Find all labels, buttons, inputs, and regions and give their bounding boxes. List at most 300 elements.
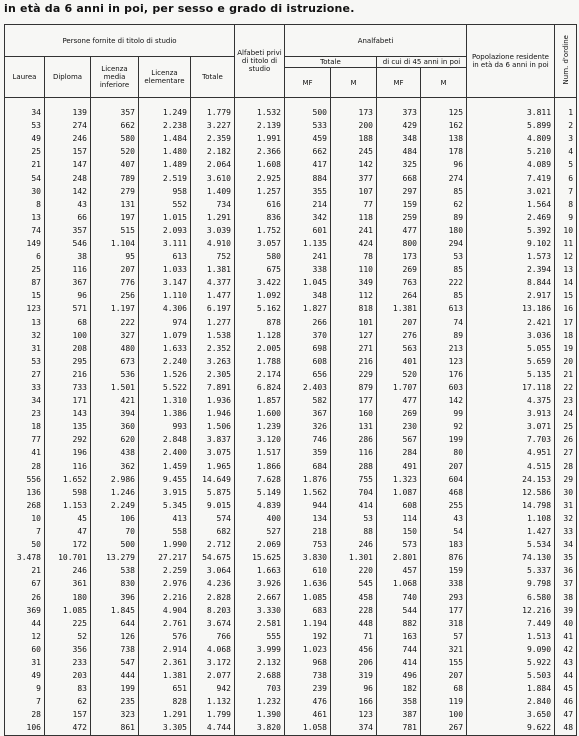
table-cell: 32 (555, 512, 577, 525)
table-row (5, 708, 577, 721)
table-cell: 10.701 (45, 551, 91, 564)
table-cell: 29 (555, 473, 577, 486)
table-cell: 5.659 (467, 355, 555, 368)
table-cell: 5.149 (235, 486, 285, 499)
table-cell: 342 (285, 211, 331, 224)
table-cell: 74.130 (467, 551, 555, 564)
table-cell: 2.667 (235, 590, 285, 603)
table-cell: 21 (5, 158, 45, 171)
table-cell: 35 (555, 551, 577, 564)
table-cell: 3.811 (467, 98, 555, 120)
header-licenza-elementare: Licenza elementare (139, 57, 191, 98)
table-cell: 112 (331, 289, 377, 302)
table-cell: 457 (377, 564, 421, 577)
table-cell: 861 (91, 721, 139, 735)
table-cell: 3 (555, 132, 577, 145)
table-cell: 26 (5, 590, 45, 603)
table-cell: 21 (555, 368, 577, 381)
table-cell: 2.400 (139, 446, 191, 459)
table-cell: 230 (377, 420, 421, 433)
table-cell: 1.381 (191, 263, 235, 276)
table-row (5, 433, 577, 446)
table-cell: 34 (555, 538, 577, 551)
table-cell: 538 (91, 564, 139, 577)
table-cell: 8 (555, 198, 577, 211)
table-cell: 800 (377, 237, 421, 250)
table-cell: 37 (555, 577, 577, 590)
table-cell: 3.036 (467, 329, 555, 342)
table-cell: 13 (5, 316, 45, 329)
table-cell: 46 (555, 695, 577, 708)
table-cell: 733 (45, 381, 91, 394)
table-cell: 1.707 (377, 381, 421, 394)
table-cell: 14.649 (191, 473, 235, 486)
table-cell: 533 (285, 119, 331, 132)
table-cell: 245 (331, 145, 377, 158)
table-cell: 373 (377, 98, 421, 120)
table-cell: 77 (331, 198, 377, 211)
table-cell: 1.132 (191, 695, 235, 708)
table-row (5, 643, 577, 656)
table-cell: 256 (91, 289, 139, 302)
table-cell: 27 (5, 368, 45, 381)
table-cell: 1.562 (285, 486, 331, 499)
table-cell: 142 (45, 185, 91, 198)
table-cell: 5.875 (191, 486, 235, 499)
table-cell: 173 (331, 98, 377, 120)
table-cell: 2.174 (235, 368, 285, 381)
table-cell: 62 (421, 198, 467, 211)
table-cell: 1.484 (139, 132, 191, 145)
table-cell: 520 (91, 145, 139, 158)
table-cell: 171 (45, 394, 91, 407)
table-cell: 15.625 (235, 551, 285, 564)
table-cell: 116 (45, 460, 91, 473)
table-cell: 5.392 (467, 224, 555, 237)
table-cell: 178 (421, 145, 467, 158)
table-cell: 1.876 (285, 473, 331, 486)
table-cell: 149 (5, 237, 45, 250)
table-cell: 68 (421, 682, 467, 695)
table-cell: 357 (45, 224, 91, 237)
table-cell: 370 (285, 329, 331, 342)
header-num-ordine-label: Num. d'ordine (561, 35, 570, 85)
table-cell: 259 (377, 211, 421, 224)
table-cell: 5 (555, 158, 577, 171)
table-cell: 604 (421, 473, 467, 486)
table-cell: 668 (377, 171, 421, 184)
table-cell: 53 (331, 512, 377, 525)
table-cell: 180 (45, 590, 91, 603)
table-cell: 199 (91, 682, 139, 695)
table-cell: 123 (331, 708, 377, 721)
table-row (5, 656, 577, 669)
table-cell: 138 (421, 132, 467, 145)
table-cell: 1.884 (467, 682, 555, 695)
table-cell: 33 (5, 381, 45, 394)
table-cell: 16 (555, 302, 577, 315)
table-cell: 942 (191, 682, 235, 695)
table-cell: 1.506 (191, 420, 235, 433)
table-cell: 563 (377, 342, 421, 355)
table-cell: 1.135 (285, 237, 331, 250)
table-cell: 297 (377, 185, 421, 198)
table-cell: 421 (91, 394, 139, 407)
table-cell: 70 (91, 525, 139, 538)
table-cell: 192 (285, 630, 331, 643)
table-row (5, 525, 577, 538)
table-cell: 4.068 (191, 643, 235, 656)
table-cell: 472 (45, 721, 91, 735)
table-cell: 766 (191, 630, 235, 643)
table-cell: 2.259 (139, 564, 191, 577)
table-cell: 28 (5, 708, 45, 721)
table-cell: 264 (377, 289, 421, 302)
table-cell: 159 (421, 564, 467, 577)
table-cell: 3.263 (191, 355, 235, 368)
table-cell: 13.279 (91, 551, 139, 564)
table-cell: 1.827 (285, 302, 331, 315)
table-cell: 2.986 (91, 473, 139, 486)
table-row (5, 211, 577, 224)
table-row (5, 590, 577, 603)
table-row (5, 250, 577, 263)
table-cell: 78 (331, 250, 377, 263)
table-cell: 456 (331, 643, 377, 656)
table-cell: 142 (331, 158, 377, 171)
table-cell: 47 (45, 525, 91, 538)
table-row (5, 381, 577, 394)
header-mf: MF (285, 68, 331, 98)
table-cell: 44 (5, 617, 45, 630)
table-cell: 49 (5, 669, 45, 682)
table-cell: 3.674 (191, 617, 235, 630)
table-cell: 4.904 (139, 604, 191, 617)
table-cell: 11 (555, 237, 577, 250)
table-cell: 41 (5, 446, 45, 459)
table-cell: 500 (285, 98, 331, 120)
table-cell: 12 (555, 250, 577, 263)
table-cell: 50 (5, 538, 45, 551)
table-cell: 326 (285, 420, 331, 433)
table-cell: 27.217 (139, 551, 191, 564)
table-cell: 477 (377, 394, 421, 407)
table-cell: 53 (421, 250, 467, 263)
table-cell: 362 (91, 460, 139, 473)
table-cell: 271 (331, 342, 377, 355)
table-cell: 1.788 (235, 355, 285, 368)
table-cell: 116 (45, 263, 91, 276)
table-cell: 49 (5, 132, 45, 145)
table-cell: 993 (139, 420, 191, 433)
table-cell: 12.216 (467, 604, 555, 617)
table-cell: 683 (285, 604, 331, 617)
table-cell: 286 (331, 433, 377, 446)
table-cell: 1.501 (91, 381, 139, 394)
table-cell: 10 (555, 224, 577, 237)
table-row (5, 669, 577, 682)
table-cell: 123 (421, 355, 467, 368)
table-cell: 369 (5, 604, 45, 617)
table-cell: 3.820 (235, 721, 285, 735)
table-cell: 1.087 (377, 486, 421, 499)
table-cell: 20 (555, 355, 577, 368)
table-cell: 30 (555, 486, 577, 499)
table-cell: 135 (45, 420, 91, 433)
table-cell: 203 (45, 669, 91, 682)
table-cell: 2.132 (235, 656, 285, 669)
table-cell: 357 (91, 98, 139, 120)
table-cell: 4.306 (139, 302, 191, 315)
table-cell: 126 (91, 630, 139, 643)
table-cell: 96 (331, 682, 377, 695)
table-cell: 836 (235, 211, 285, 224)
table-cell: 157 (45, 708, 91, 721)
table-cell: 3.064 (191, 564, 235, 577)
table-cell: 496 (377, 669, 421, 682)
table-cell: 22 (555, 381, 577, 394)
table-cell: 7.703 (467, 433, 555, 446)
table-cell: 468 (421, 486, 467, 499)
table-cell: 318 (421, 617, 467, 630)
table-cell: 1.573 (467, 250, 555, 263)
table-cell: 199 (421, 433, 467, 446)
table-cell: 616 (235, 198, 285, 211)
table-cell: 162 (421, 119, 467, 132)
table-cell: 4.951 (467, 446, 555, 459)
table-cell: 15 (555, 289, 577, 302)
table-cell: 95 (91, 250, 139, 263)
header-popolazione: Popolazione residente in età da 6 anni in poi (467, 25, 555, 98)
table-cell: 99 (421, 407, 467, 420)
header-diploma: Diploma (45, 57, 91, 98)
table-row (5, 158, 577, 171)
table-cell: 414 (377, 656, 421, 669)
table-cell: 2.216 (139, 590, 191, 603)
table-cell: 110 (331, 263, 377, 276)
table-cell: 448 (331, 617, 377, 630)
table-cell: 556 (5, 473, 45, 486)
table-cell: 620 (91, 433, 139, 446)
table-cell: 644 (91, 617, 139, 630)
table-cell: 3.305 (139, 721, 191, 735)
table-cell: 2.421 (467, 316, 555, 329)
table-row (5, 119, 577, 132)
table-cell: 438 (91, 446, 139, 459)
table-cell: 4.744 (191, 721, 235, 735)
table-cell: 1.194 (285, 617, 331, 630)
table-cell: 878 (235, 316, 285, 329)
table-cell: 1.636 (285, 577, 331, 590)
table-cell: 2.403 (285, 381, 331, 394)
table-cell: 3.830 (285, 551, 331, 564)
table-cell: 1.386 (139, 407, 191, 420)
table-cell: 5.922 (467, 656, 555, 669)
table-cell: 40 (555, 617, 577, 630)
table-cell: 54 (421, 525, 467, 538)
table-cell: 235 (91, 695, 139, 708)
table-cell: 377 (331, 171, 377, 184)
table-cell: 3.837 (191, 433, 235, 446)
table-row (5, 577, 577, 590)
table-cell: 2.249 (91, 499, 139, 512)
table-cell: 96 (45, 289, 91, 302)
table-cell: 500 (91, 538, 139, 551)
header-licenza-media: Licenza media inferiore (91, 57, 139, 98)
table-cell: 7.419 (467, 171, 555, 184)
table-row (5, 446, 577, 459)
header-analfabeti-totale: Totale (285, 57, 377, 68)
table-cell: 39 (555, 604, 577, 617)
table-cell: 48 (555, 721, 577, 735)
table-cell: 180 (421, 224, 467, 237)
table-cell: 100 (421, 708, 467, 721)
table-row (5, 289, 577, 302)
table-cell: 698 (285, 342, 331, 355)
table-cell: 196 (45, 446, 91, 459)
table-cell: 4.515 (467, 460, 555, 473)
table-cell: 1.526 (139, 368, 191, 381)
table-cell: 31 (5, 656, 45, 669)
table-cell: 43 (421, 512, 467, 525)
table-cell: 125 (421, 98, 467, 120)
table-cell: 876 (421, 551, 467, 564)
table-cell: 1.459 (139, 460, 191, 473)
table-cell: 444 (91, 669, 139, 682)
table-cell: 41 (555, 630, 577, 643)
table-cell: 558 (139, 525, 191, 538)
table-cell: 1.513 (467, 630, 555, 643)
table-cell: 248 (45, 171, 91, 184)
table-cell: 1.427 (467, 525, 555, 538)
table-cell: 5.503 (467, 669, 555, 682)
table-cell: 12 (5, 630, 45, 643)
table-cell: 207 (421, 669, 467, 682)
table-cell: 31 (555, 499, 577, 512)
table-cell: 9.102 (467, 237, 555, 250)
table-cell: 87 (5, 276, 45, 289)
table-cell: 1.564 (467, 198, 555, 211)
table-cell: 274 (421, 171, 467, 184)
table-cell: 1.652 (45, 473, 91, 486)
table-cell: 753 (285, 538, 331, 551)
table-row (5, 276, 577, 289)
table-cell: 28 (555, 460, 577, 473)
table-cell: 188 (331, 132, 377, 145)
table-cell: 47 (555, 708, 577, 721)
table-cell: 2.469 (467, 211, 555, 224)
table-cell: 68 (45, 316, 91, 329)
table-cell: 1 (555, 98, 577, 120)
table-cell: 23 (555, 394, 577, 407)
table-cell: 2.093 (139, 224, 191, 237)
table-cell: 142 (421, 394, 467, 407)
table-row (5, 564, 577, 577)
table-cell: 182 (377, 682, 421, 695)
table-row (5, 316, 577, 329)
table-cell: 13 (5, 211, 45, 224)
table-header (5, 25, 577, 98)
table-cell: 360 (91, 420, 139, 433)
table-cell: 228 (331, 604, 377, 617)
table-cell: 21 (5, 564, 45, 577)
table-cell: 200 (331, 119, 377, 132)
table-cell: 85 (421, 289, 467, 302)
table-cell: 24 (555, 407, 577, 420)
table-cell: 9.090 (467, 643, 555, 656)
table-row (5, 329, 577, 342)
table-cell: 358 (377, 695, 421, 708)
table-cell: 25 (555, 420, 577, 433)
table-cell: 4.375 (467, 394, 555, 407)
table-cell: 1.477 (191, 289, 235, 302)
table-row (5, 185, 577, 198)
table-cell: 1.023 (285, 643, 331, 656)
table-cell: 552 (139, 198, 191, 211)
table-cell: 33 (555, 525, 577, 538)
header-m-45: M (421, 68, 467, 98)
table-cell: 9.015 (191, 499, 235, 512)
table-cell: 100 (45, 329, 91, 342)
table-row (5, 630, 577, 643)
table-cell: 656 (285, 368, 331, 381)
table-cell: 136 (5, 486, 45, 499)
table-cell: 116 (331, 446, 377, 459)
table-cell: 1.390 (235, 708, 285, 721)
table-cell: 1.085 (285, 590, 331, 603)
table-body (5, 98, 577, 736)
table-cell: 608 (285, 355, 331, 368)
table-cell: 3.021 (467, 185, 555, 198)
table-cell: 2.238 (139, 119, 191, 132)
table-cell: 325 (377, 158, 421, 171)
table-cell: 213 (421, 342, 467, 355)
header-alfabeti: Alfabeti privi di titolo di studio (235, 25, 285, 98)
table-cell: 2.069 (235, 538, 285, 551)
table-cell: 173 (377, 250, 421, 263)
table-cell: 755 (331, 473, 377, 486)
table-row (5, 420, 577, 433)
table-cell: 9.455 (139, 473, 191, 486)
table-cell: 267 (421, 721, 467, 735)
table-row (5, 721, 577, 735)
table-cell: 7 (5, 695, 45, 708)
table-cell: 25 (5, 145, 45, 158)
table-cell: 613 (421, 302, 467, 315)
table-cell: 1.633 (139, 342, 191, 355)
table-cell: 2.359 (191, 132, 235, 145)
table-cell: 246 (45, 564, 91, 577)
table-cell: 555 (235, 630, 285, 643)
table-cell: 43 (555, 656, 577, 669)
table-cell: 319 (331, 669, 377, 682)
table-cell: 1.946 (191, 407, 235, 420)
table-cell: 60 (5, 643, 45, 656)
table-cell: 6 (5, 250, 45, 263)
table-cell: 5.055 (467, 342, 555, 355)
table-cell: 3.913 (467, 407, 555, 420)
table-cell: 276 (377, 329, 421, 342)
table-cell: 89 (421, 329, 467, 342)
table-cell: 830 (91, 577, 139, 590)
table-cell: 574 (191, 512, 235, 525)
table-cell: 214 (285, 198, 331, 211)
table-cell: 1.608 (235, 158, 285, 171)
table-cell: 96 (421, 158, 467, 171)
table-cell: 8 (5, 198, 45, 211)
table-cell: 5.534 (467, 538, 555, 551)
table-row (5, 132, 577, 145)
